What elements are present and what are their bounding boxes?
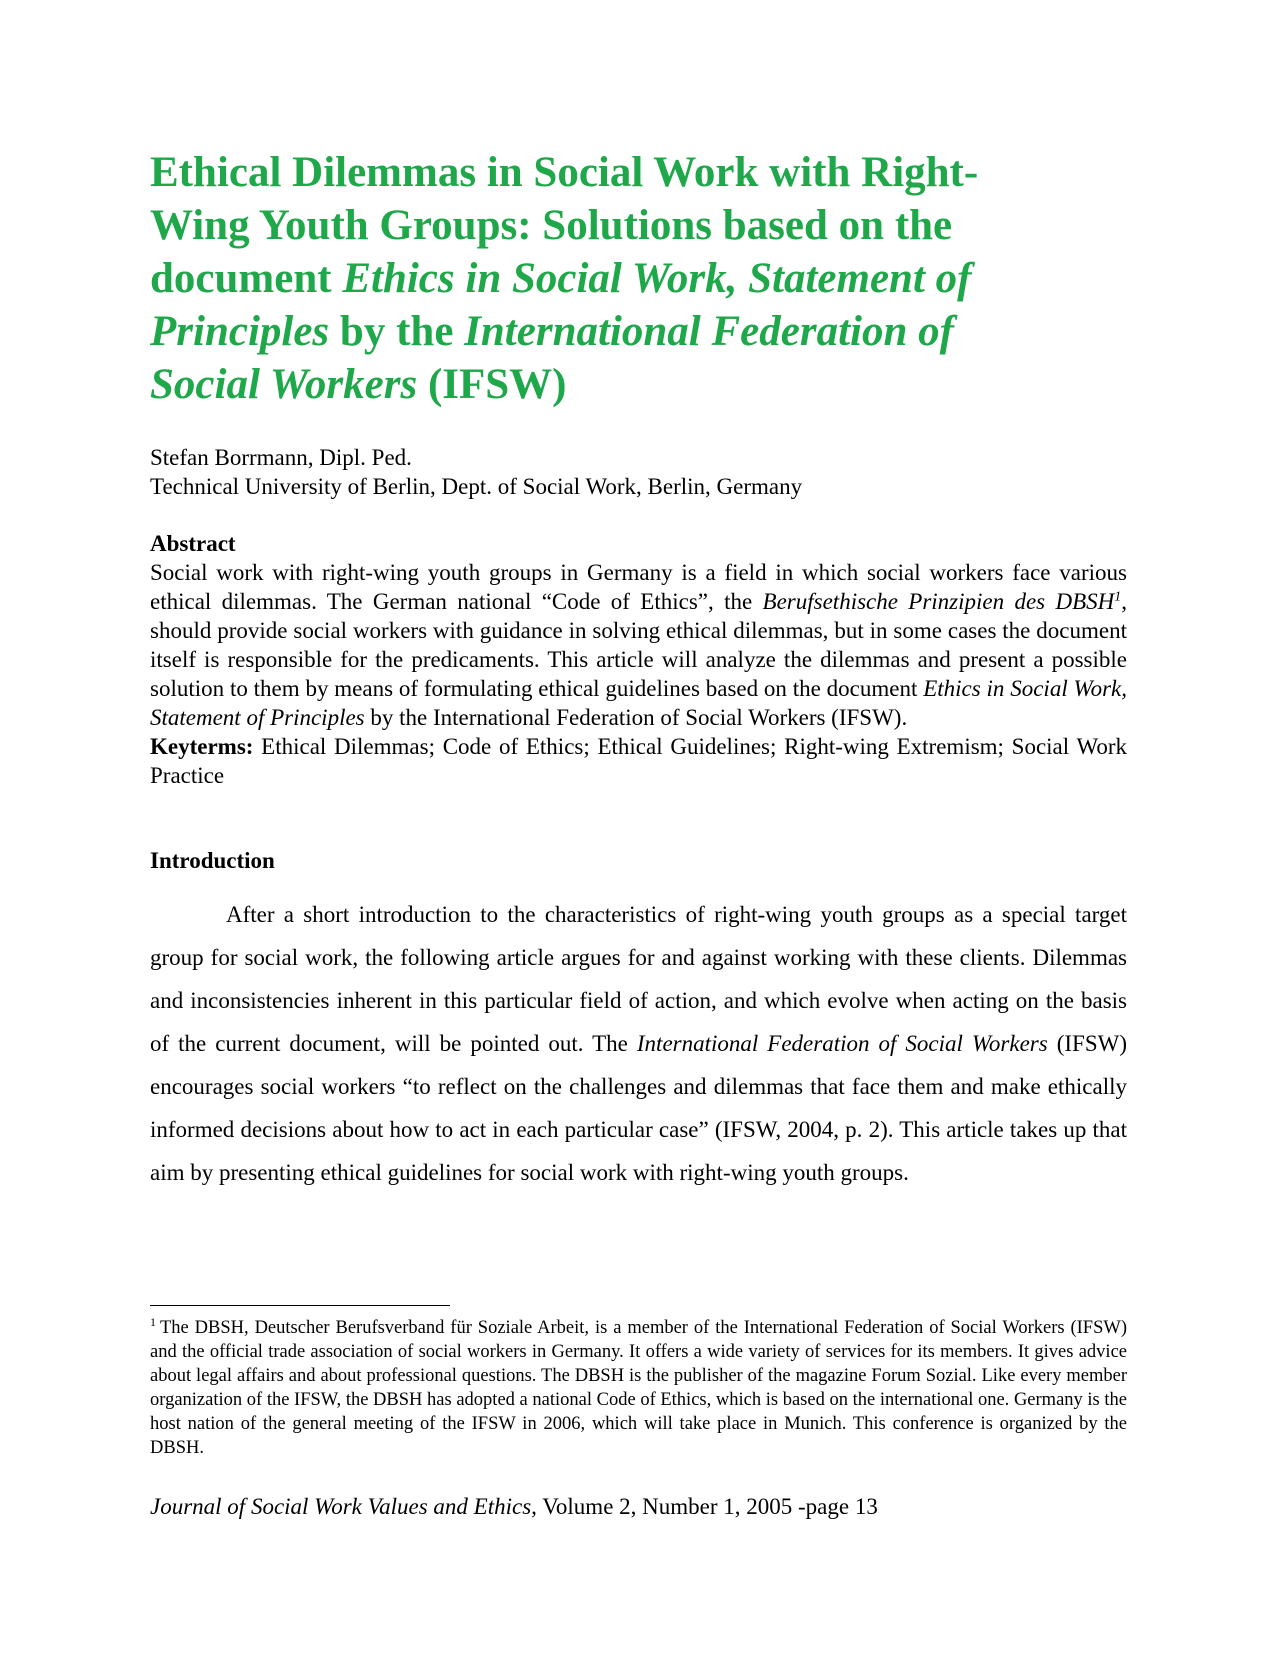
footnote-text: The DBSH, Deutscher Berufsverband für Soziale Arbeit, is a member of the International Federation of Social Workers (IFSW) and the official trade association of social workers in Germany. It offers a wide variety of services for its members. It gives advice about legal affairs and about professional questions. The DBSH is the publisher of the magazine Forum Sozial. Like every member organization of the IFSW, the DBSH has adopted a national Code of Ethics, which is based on the international one. Germany is the host nation of the general meeting of the IFSW in 2006, which will take place in Munich. This conference is organized by the DBSH. [150, 1318, 1127, 1458]
title-part-4: International Federation of Social Workers [150, 308, 954, 408]
journal-footer [150, 1492, 878, 1521]
abstract-text-2: , should provide social workers with guidance in solving ethical dilemmas, but in some cases the document itself is responsible for the predicaments. This article will analyze the dilemmas and present a possible solution to them by means of formulating ethical guidelines based on the document [150, 589, 1127, 701]
author-affiliation: Technical University of Berlin, Dept. of Social Work, Berlin, Germany [150, 474, 803, 499]
introduction-paragraph [150, 893, 1127, 1194]
abstract-text-1: Social work with right-wing youth groups in Germany is a field in which social workers face various ethical dilemmas. The German national “Code of Ethics”, the [150, 560, 1127, 614]
keyterms [150, 732, 1127, 790]
introduction-italic-1: International Federation of Social Workers [636, 1031, 1048, 1056]
abstract-italic-1: Berufsethische Prinzipien des DBSH [762, 589, 1115, 614]
footnote-divider [150, 1305, 450, 1306]
author-block [150, 443, 802, 501]
introduction-text-2: (IFSW) encourages social workers “to reflect on the challenges and dilemmas that face them and make ethically informed decisions about how to act in each particular case” (IFSW, 2004, p. 2). This article takes up that aim by presenting ethical guidelines for social work with right-wing youth groups. [150, 1031, 1127, 1185]
title-part-3: by the [329, 308, 465, 355]
keyterms-label: Keyterms: [150, 734, 254, 759]
introduction-text-1: After a short introduction to the characteristics of right-wing youth groups as a special target group for social work, the following article argues for and against working with these clients. Dilemmas and inconsistencies inherent in this particular field of action, and which evolve when acting on the basis of the current document, will be pointed out. The [150, 902, 1127, 1056]
author-name: Stefan Borrmann, Dipl. Ped. [150, 445, 412, 470]
introduction-heading: Introduction [150, 848, 275, 873]
title-part-2: Ethics in Social Work, Statement of Principles [150, 255, 972, 355]
abstract-text [150, 558, 1127, 732]
abstract-italic-2: Ethics in Social Work, Statement of Principles [150, 676, 1127, 730]
footnote-mark: 1 [150, 1314, 156, 1329]
journal-issue: Volume 2, Number 1, 2005 -page 13 [536, 1494, 878, 1519]
abstract-text-3: by the International Federation of Social Workers (IFSW). [364, 705, 908, 730]
abstract-heading: Abstract [150, 531, 236, 556]
title-part-1: Ethical Dilemmas in Social Work with Right-Wing Youth Groups: Solutions based on the document [150, 149, 979, 302]
journal-name: Journal of Social Work Values and Ethics, [150, 1494, 537, 1519]
keyterms-text: Ethical Dilemmas; Code of Ethics; Ethical Guidelines; Right-wing Extremism; Social Work Practice [150, 734, 1127, 788]
title-part-5: (IFSW) [417, 361, 567, 408]
footnote [150, 1316, 1127, 1460]
abstract-section [150, 529, 1127, 790]
footnote-reference[interactable]: 1 [1114, 589, 1122, 605]
article-title [150, 146, 1050, 411]
